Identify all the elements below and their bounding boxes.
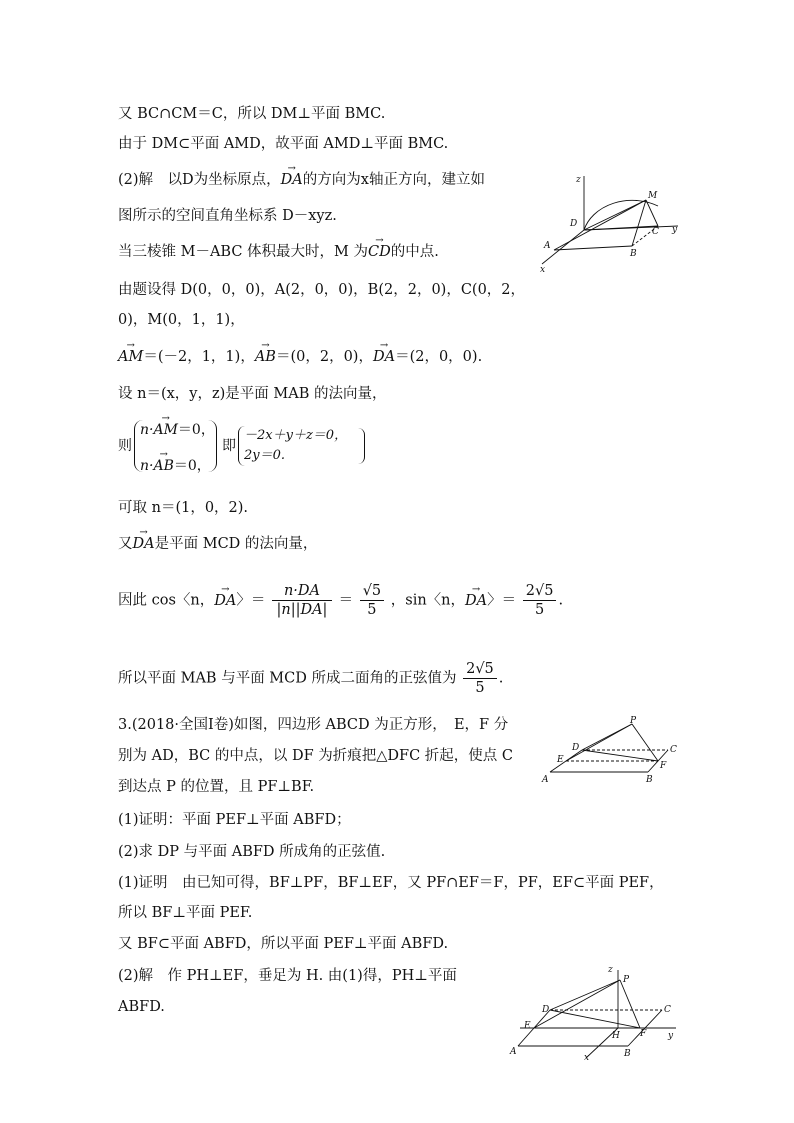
fig-label: x <box>540 265 546 275</box>
text-line: 可取 n＝(1，0，2). <box>118 500 249 516</box>
text-line: 3.(2018·全国Ⅰ卷)如图，四边形 ABCD 为正方形， E，F 分 <box>118 717 509 733</box>
text-line: (2)解 作 PH⊥EF，垂足为 H. 由(1)得，PH⊥平面 <box>118 968 457 984</box>
fig-label: A <box>510 1047 517 1057</box>
fig-label: z <box>608 965 613 975</box>
fig-label: F <box>660 761 667 771</box>
system-eq-2: n·→ AB＝0， <box>140 456 211 476</box>
fig-label: y <box>672 225 678 235</box>
edge-am <box>554 200 646 250</box>
fig-label: B <box>646 775 653 785</box>
fraction: $\frac{n\cdot DA}{|n||DA|}$ <box>272 582 332 619</box>
figure-1-coordinate-diagram <box>530 168 690 278</box>
system-ie: 即 <box>222 438 236 454</box>
text-line: 由于 DM⊂平面 AMD，故平面 AMD⊥平面 BMC. <box>118 136 449 152</box>
text-line: 0)，M(0，1，1)， <box>118 312 245 328</box>
fraction: $\frac{√5}{5}$ <box>360 582 384 619</box>
text-line: (1)证明 由已知可得，BF⊥PF，BF⊥EF，又 PF∩EF＝F，PF，EF⊂平面 PEF， <box>118 875 664 891</box>
fig-label: A <box>544 241 551 251</box>
fig-label: D <box>542 1005 550 1015</box>
fig-label: F <box>640 1029 647 1039</box>
fig-label: E <box>524 1021 531 1031</box>
fig-label: x <box>584 1053 590 1062</box>
fraction: $\frac{2√5}{5}$ <box>523 582 557 619</box>
text-line: 所以 BF⊥平面 PEF. <box>118 905 253 921</box>
text-line: → AM＝(－2，1，1)，→ AB＝(0，2，0)，→ DA＝(2，0，0). <box>118 347 482 367</box>
fig-label: E <box>557 755 564 765</box>
text-line: 又→ DA是平面 MCD 的法向量， <box>118 534 317 554</box>
fig-label: P <box>623 975 630 985</box>
system-rhs-1: －2x＋y＋z＝0， <box>244 428 348 443</box>
fig-label: A <box>542 775 549 785</box>
fig-label: y <box>668 1031 674 1041</box>
right-brace <box>208 420 217 472</box>
system-then: 则 <box>118 438 132 454</box>
fig-label: D <box>570 219 578 229</box>
figure-3-labels <box>509 965 674 1062</box>
text-line: 别为 AD，BC 的中点，以 DF 为折痕把△DFC 折起，使点 C <box>118 748 513 764</box>
text-line: 设 n＝(x，y，z)是平面 MAB 的法向量， <box>118 386 387 402</box>
system-rhs-2: 2y＝0. <box>244 448 286 463</box>
text-line: ABFD. <box>118 999 165 1015</box>
fig-label: H <box>612 1031 620 1041</box>
figure-3-coordinate-fold <box>500 962 690 1062</box>
fraction: $\frac{2√5}{5}$ <box>463 660 497 697</box>
text-line: 图所示的空间直角坐标系 D－xyz. <box>118 208 337 224</box>
fig-label: z <box>576 175 581 185</box>
system-eq-1: n·→ AM＝0， <box>140 420 215 440</box>
text-line: (2)解 以D为坐标原点，→ DA的方向为x轴正方向，建立如 <box>118 170 485 190</box>
fig-label: C <box>652 227 659 237</box>
text-line: 由题设得 D(0，0，0)，A(2，0，0)，B(2，2，0)，C(0，2， <box>118 282 526 298</box>
fig-label: D <box>572 743 580 753</box>
text-line: 当三棱锥 M－ABC 体积最大时，M 为→ CD的中点. <box>118 242 439 262</box>
fig-label: C <box>670 745 677 755</box>
figure-2-labels <box>541 716 677 785</box>
formula-line: 所以平面 MAB 与平面 MCD 所成二面角的正弦值为 $\frac{2√5}{5}$ . <box>118 661 504 696</box>
text-line: 到达点 P 的位置，且 PF⊥BF. <box>118 779 315 795</box>
text-line: 又 BF⊂平面 ABFD，所以平面 PEF⊥平面 ABFD. <box>118 936 449 952</box>
text-line: 又 BC∩CM＝C，所以 DM⊥平面 BMC. <box>118 106 386 122</box>
text-line: (1)证明：平面 PEF⊥平面 ABFD； <box>118 812 351 828</box>
fig-label: P <box>630 716 637 726</box>
text-line: (2)求 DP 与平面 ABFD 所成角的正弦值. <box>118 844 386 860</box>
fig-label: B <box>630 249 637 259</box>
fig-label: B <box>624 1049 631 1059</box>
fig-label: C <box>664 1005 671 1015</box>
right-brace <box>358 428 365 464</box>
fig-label: M <box>648 191 658 201</box>
formula-line: 因此 cos〈n，→ DA〉＝ $\frac{n\cdot DA}{|n||DA|}$ ＝ $\frac{√5}{5}$ ，sin〈n，→ DA〉＝ $\frac{2√5}{5}$ . <box>118 582 563 619</box>
semicircle-arc <box>584 200 658 230</box>
figure-2-folded-square <box>540 714 690 786</box>
